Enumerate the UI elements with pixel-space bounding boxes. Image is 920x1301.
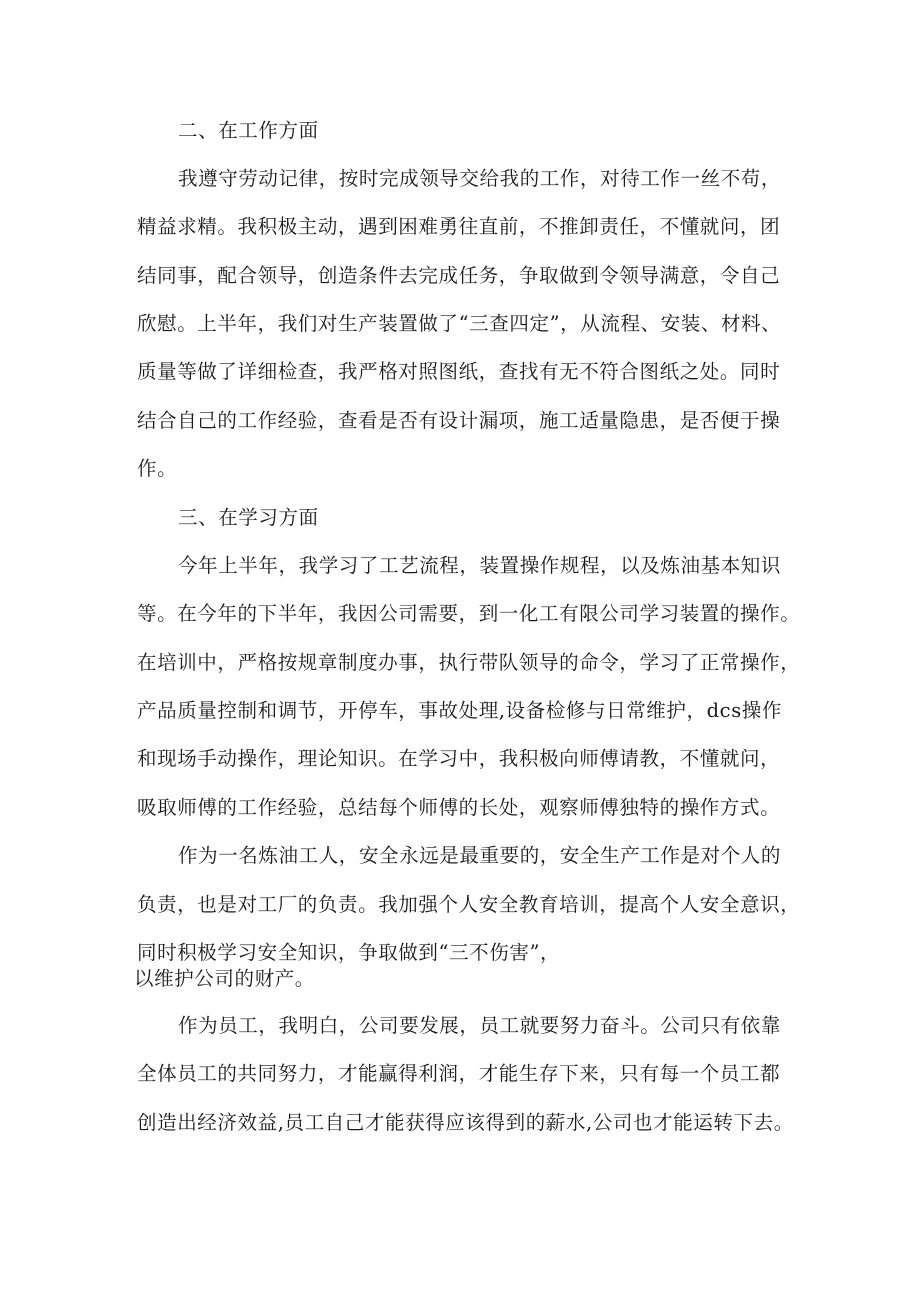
- paragraph-line: 和现场手动操作，理论知识。在学习中，我积极向师傅请教，不懂就问，: [137, 747, 781, 770]
- paragraph-line: 在培训中，严格按规章制度办事，执行带队领导的命令，学习了正常操作，: [137, 651, 801, 674]
- paragraph-line: 以维护公司的财产。: [134, 967, 315, 990]
- paragraph-line: 创造出经济效益,员工自己才能获得应该得到的薪水,公司也才能运转下去。: [137, 1111, 794, 1134]
- section-heading-work: 二、在工作方面: [178, 119, 319, 142]
- section-heading-study: 三、在学习方面: [178, 506, 319, 529]
- paragraph-line: 作为一名炼油工人，安全永远是最重要的，安全生产工作是对个人的: [178, 844, 782, 867]
- paragraph-line: 我遵守劳动记律，按时完成领导交给我的工作，对待工作一丝不苟，: [178, 167, 782, 190]
- paragraph-line: 负责，也是对工厂的负责。我加强个人安全教育培训，提高个人安全意识，: [137, 893, 801, 916]
- paragraph-line: 质量等做了详细检查，我严格对照图纸，查找有无不符合图纸之处。同时: [137, 360, 781, 383]
- paragraph-line: 结合自己的工作经验，查看是否有设计漏项，施工适量隐患，是否便于操: [137, 409, 781, 432]
- paragraph-line: 作为员工，我明白，公司要发展，员工就要努力奋斗。公司只有依靠: [178, 1014, 782, 1037]
- paragraph-line: 精益求精。我积极主动，遇到困难勇往直前，不推卸责任，不懂就问，团: [137, 215, 781, 238]
- paragraph-line: 结同事，配合领导，创造条件去完成任务，争取做到令领导满意，令自己: [137, 264, 781, 287]
- paragraph-line: 同时积极学习安全知识，争取做到“三不伤害”，: [137, 941, 561, 964]
- paragraph-line: 作。: [137, 457, 178, 480]
- paragraph-line: 今年上半年，我学习了工艺流程，装置操作规程，以及炼油基本知识: [178, 554, 782, 577]
- paragraph-line: 全体员工的共同努力，才能赢得利润，才能生存下来，只有每一个员工都: [137, 1062, 781, 1085]
- paragraph-line: 产品质量控制和调节，开停车，事故处理,设备检修与日常维护，dcs操作: [137, 699, 783, 722]
- paragraph-line: 欣慰。上半年，我们对生产装置做了“三查四定”，从流程、安装、材料、: [137, 312, 782, 335]
- paragraph-line: 等。在今年的下半年，我因公司需要，到一化工有限公司学习装置的操作。: [137, 602, 801, 625]
- paragraph-line: 吸取师傅的工作经验，总结每个师傅的长处，观察师傅独特的操作方式。: [137, 796, 781, 819]
